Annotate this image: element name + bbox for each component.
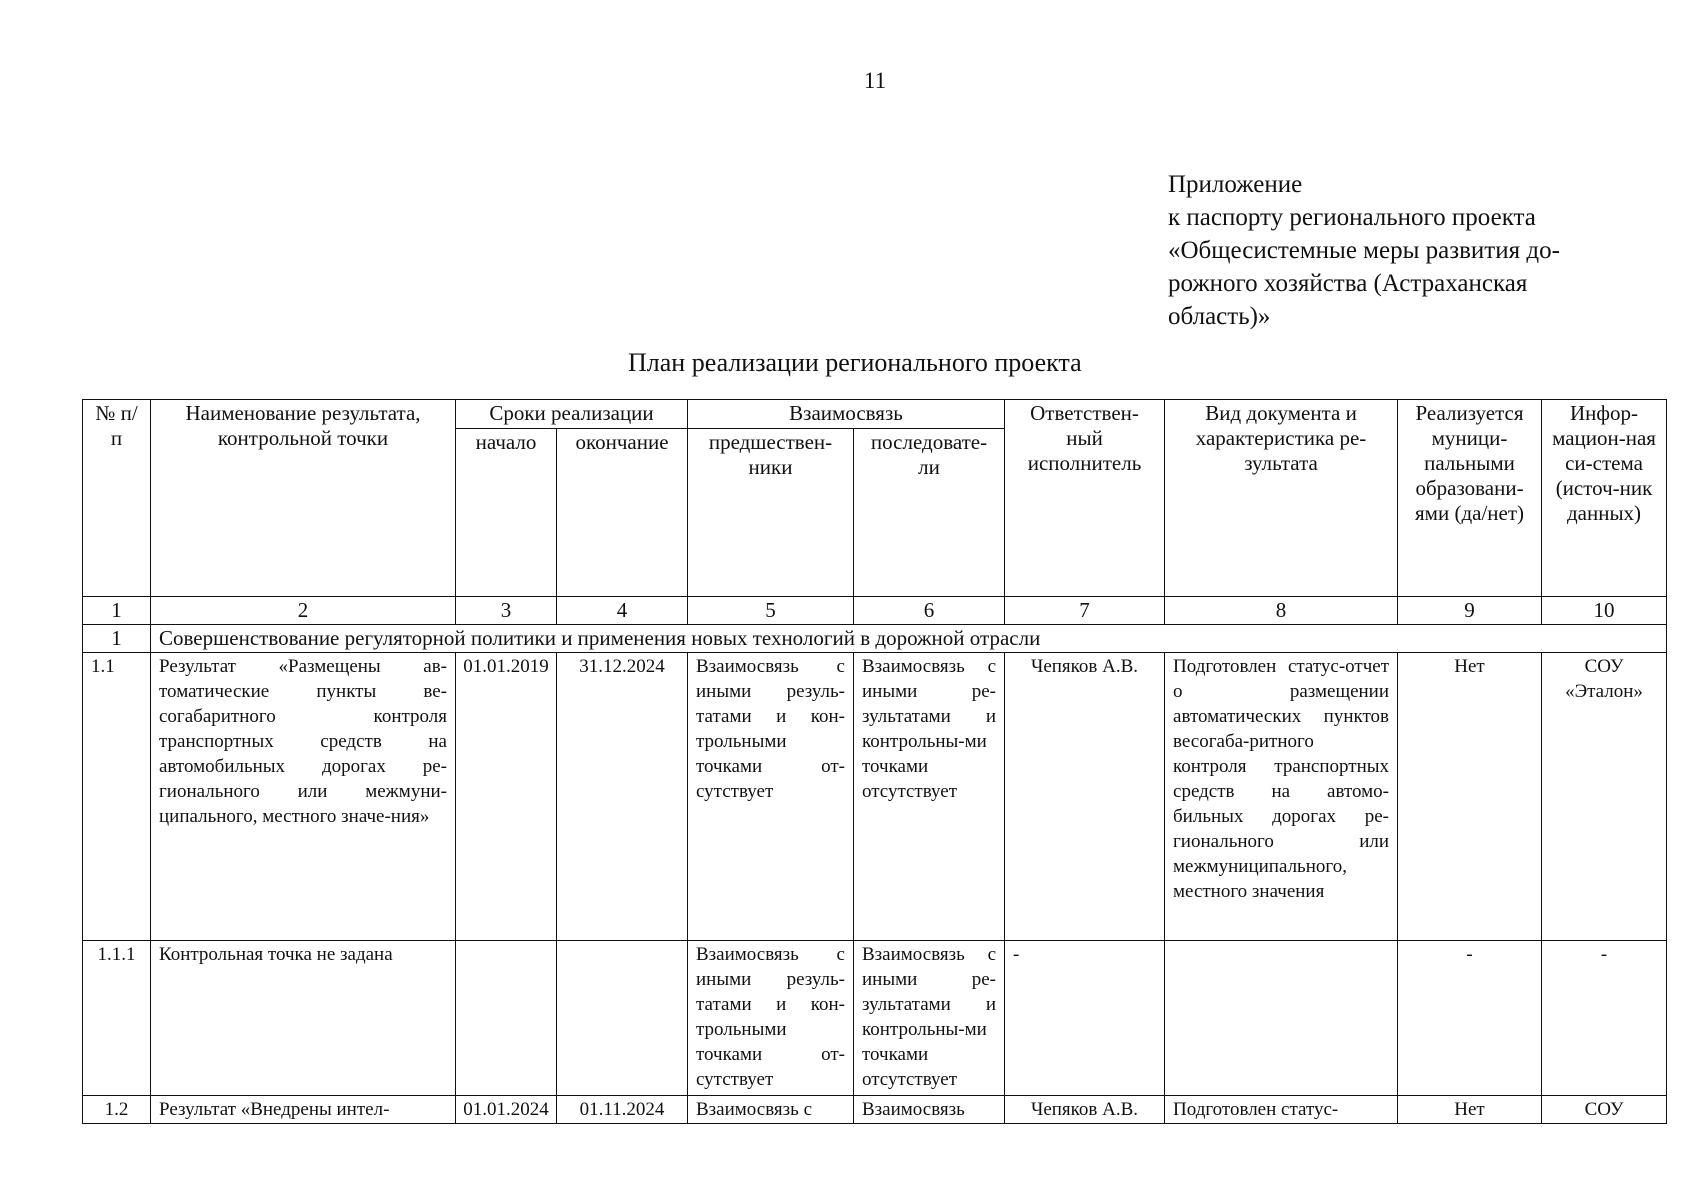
row-doc: Подготовлен статус-отчет о размещении автоматических пунктов весогаба-ритного контроля транспортных средств на автомо-бильных дорогах ре-гионального или межмуниципального, местного значения: [1165, 653, 1398, 940]
col-number: 5: [688, 597, 854, 625]
header-responsible: Ответствен-ный исполнитель: [1005, 400, 1165, 597]
row-predecessors: Взаимосвязь с: [688, 1095, 854, 1123]
row-name: Результат «Размещены ав-томатические пункты ве-согабаритного контроля транспортных средств на автомобильных дорогах ре-гионального или межмуни-ципального, местного значе-ния»: [151, 653, 456, 940]
row-name: Результат «Внедрены интел-: [151, 1095, 456, 1123]
plan-table: [82, 399, 1667, 1124]
row-municipal: Нет: [1398, 653, 1542, 940]
header-end: окончание: [557, 429, 688, 597]
appendix-line: рожного хозяйства (Астраханская: [1168, 270, 1528, 297]
row-municipal: -: [1398, 940, 1542, 1095]
row-end: [557, 940, 688, 1095]
row-start: 01.01.2019: [456, 653, 557, 940]
row-end: 31.12.2024: [557, 653, 688, 940]
col-number: 6: [854, 597, 1005, 625]
header-num: № п/п: [83, 400, 151, 597]
row-municipal: Нет: [1398, 1095, 1542, 1123]
row-successors: Взаимосвязь с иными ре-зультатами и контрольны-ми точками отсутствует: [854, 940, 1005, 1095]
row-info: -: [1542, 940, 1667, 1095]
col-number: 1: [83, 597, 151, 625]
appendix-note: [1168, 168, 1638, 333]
header-info: Инфор-мацион-ная си-стема (источ-ник данных): [1542, 400, 1667, 597]
header-terms: Сроки реализации: [456, 400, 688, 429]
header-successors: последовате-ли: [854, 429, 1005, 597]
row-responsible: -: [1005, 940, 1165, 1095]
appendix-line: к паспорту регионального проекта: [1168, 204, 1536, 231]
row-info: СОУ «Эталон»: [1542, 653, 1667, 940]
row-successors: Взаимосвязь: [854, 1095, 1005, 1123]
col-number: 9: [1398, 597, 1542, 625]
col-number: 3: [456, 597, 557, 625]
row-end: 01.11.2024: [557, 1095, 688, 1123]
header-name: Наименование результата, контрольной точки: [151, 400, 456, 597]
appendix-line: область)»: [1168, 303, 1271, 330]
header-start: начало: [456, 429, 557, 597]
col-number: 2: [151, 597, 456, 625]
row-name: Контрольная точка не задана: [151, 940, 456, 1095]
row-num: 1.1.1: [83, 940, 151, 1095]
header-predecessors: предшествен-ники: [688, 429, 854, 597]
row-start: [456, 940, 557, 1095]
table-row: [83, 1095, 1667, 1123]
table-row: [83, 940, 1667, 1095]
row-start: 01.01.2024: [456, 1095, 557, 1123]
row-responsible: Чепяков А.В.: [1005, 653, 1165, 940]
table-row: [83, 653, 1667, 940]
page-number: 11: [863, 68, 887, 93]
row-successors: Взаимосвязь с иными ре-зультатами и контрольны-ми точками отсутствует: [854, 653, 1005, 940]
col-number: 8: [1165, 597, 1398, 625]
row-predecessors: Взаимосвязь с иными резуль-татами и кон-трольными точками от-сутствует: [688, 940, 854, 1095]
plan-title: План реализации регионального проекта: [628, 348, 1082, 377]
appendix-line: «Общесистемные меры развития до-: [1168, 237, 1560, 264]
row-info: СОУ: [1542, 1095, 1667, 1123]
row-num: 1.2: [83, 1095, 151, 1123]
row-doc: Подготовлен статус-: [1165, 1095, 1398, 1123]
row-responsible: Чепяков А.В.: [1005, 1095, 1165, 1123]
row-doc: [1165, 940, 1398, 1095]
appendix-line: Приложение: [1168, 171, 1303, 198]
row-predecessors: Взаимосвязь с иными резуль-татами и кон-трольными точками от-сутствует: [688, 653, 854, 940]
col-number: 7: [1005, 597, 1165, 625]
section-title: Совершенствование регуляторной политики и применения новых технологий в дорожной отрасли: [151, 625, 1667, 653]
col-number: 10: [1542, 597, 1667, 625]
section-num: 1: [83, 625, 151, 653]
row-num: 1.1: [83, 653, 151, 940]
header-doc: Вид документа и характеристика ре-зультата: [1165, 400, 1398, 597]
header-municipal: Реализуется муници-пальными образовани-ями (да/нет): [1398, 400, 1542, 597]
col-number: 4: [557, 597, 688, 625]
header-relation: Взаимосвязь: [688, 400, 1005, 429]
